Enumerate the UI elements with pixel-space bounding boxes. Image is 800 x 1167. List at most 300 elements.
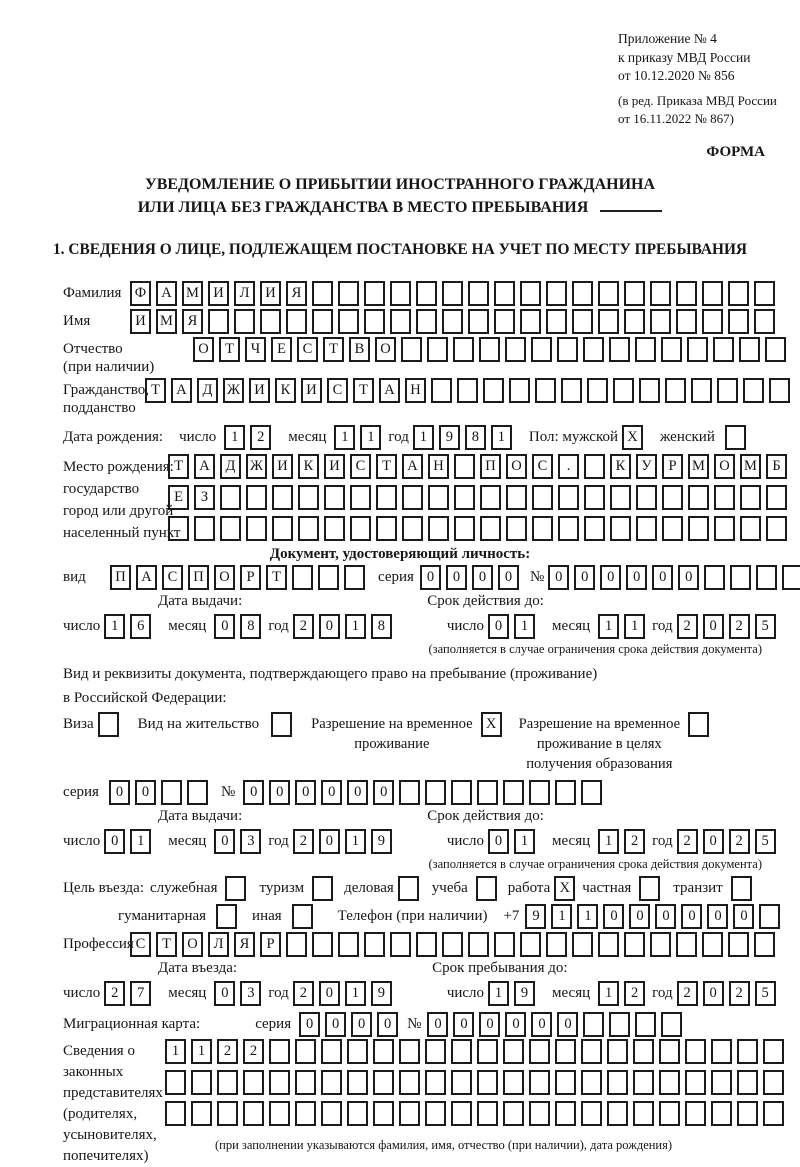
form-cell[interactable] [624,309,645,334]
form-cell[interactable] [509,378,530,403]
form-cell[interactable] [613,378,634,403]
form-cell[interactable]: 0 [498,565,519,590]
form-cell[interactable] [312,281,333,306]
form-cell[interactable]: 9 [439,425,460,450]
form-cell[interactable] [451,1039,472,1064]
form-cell[interactable] [298,516,319,541]
form-cell[interactable]: 0 [574,565,595,590]
form-cell[interactable]: 0 [319,829,340,854]
form-cell[interactable]: Д [197,378,218,403]
form-cell[interactable] [661,337,682,362]
form-cell[interactable]: 2 [677,614,698,639]
form-cell[interactable]: 1 [624,614,645,639]
form-cell[interactable]: У [636,454,657,479]
form-cell[interactable] [756,565,777,590]
form-cell[interactable] [246,485,267,510]
form-cell[interactable]: 2 [729,614,750,639]
form-cell[interactable]: 1 [551,904,572,929]
form-cell[interactable]: 7 [130,981,151,1006]
form-cell[interactable] [347,1101,368,1126]
form-cell[interactable] [454,454,475,479]
form-cell[interactable] [506,485,527,510]
form-cell[interactable] [272,516,293,541]
form-cell[interactable]: З [194,485,215,510]
form-cell[interactable] [532,485,553,510]
form-cell[interactable] [442,932,463,957]
form-cell[interactable] [587,378,608,403]
form-cell[interactable]: 8 [371,614,392,639]
form-cell[interactable]: 1 [360,425,381,450]
form-cell[interactable] [399,1070,420,1095]
form-cell[interactable] [609,1012,630,1037]
form-cell[interactable] [702,281,723,306]
form-cell[interactable] [702,309,723,334]
form-cell[interactable]: Ч [245,337,266,362]
form-cell[interactable]: Д [220,454,241,479]
form-cell[interactable] [390,932,411,957]
form-cell[interactable] [168,516,189,541]
form-cell[interactable]: X [622,425,643,450]
form-cell[interactable] [480,516,501,541]
form-cell[interactable]: Ж [223,378,244,403]
form-cell[interactable] [428,485,449,510]
form-cell[interactable]: Ж [246,454,267,479]
form-cell[interactable] [347,1070,368,1095]
form-cell[interactable]: 0 [214,981,235,1006]
form-cell[interactable] [704,565,725,590]
form-cell[interactable]: 2 [293,614,314,639]
form-cell[interactable] [187,780,208,805]
form-cell[interactable] [451,1070,472,1095]
form-cell[interactable] [609,337,630,362]
form-cell[interactable] [685,1070,706,1095]
form-cell[interactable] [557,337,578,362]
form-cell[interactable] [662,516,683,541]
form-cell[interactable] [344,565,365,590]
form-cell[interactable]: С [297,337,318,362]
form-cell[interactable] [272,485,293,510]
form-cell[interactable] [714,485,735,510]
form-cell[interactable]: 0 [319,614,340,639]
form-cell[interactable] [286,309,307,334]
form-cell[interactable] [338,281,359,306]
form-cell[interactable]: О [182,932,203,957]
form-cell[interactable]: С [532,454,553,479]
form-cell[interactable]: Н [428,454,449,479]
form-cell[interactable] [532,516,553,541]
form-cell[interactable]: 0 [214,829,235,854]
form-cell[interactable] [425,1039,446,1064]
form-cell[interactable] [350,516,371,541]
form-cell[interactable] [662,485,683,510]
form-cell[interactable]: 1 [104,614,125,639]
form-cell[interactable] [737,1039,758,1064]
form-cell[interactable]: 0 [420,565,441,590]
form-cell[interactable] [260,309,281,334]
form-cell[interactable] [650,309,671,334]
form-cell[interactable]: И [249,378,270,403]
form-cell[interactable] [243,1070,264,1095]
form-cell[interactable]: С [162,565,183,590]
form-cell[interactable]: 0 [295,780,316,805]
form-cell[interactable]: Т [168,454,189,479]
form-cell[interactable] [468,309,489,334]
form-cell[interactable]: 0 [319,981,340,1006]
form-cell[interactable]: 0 [453,1012,474,1037]
form-cell[interactable] [324,485,345,510]
form-cell[interactable] [295,1039,316,1064]
form-cell[interactable]: О [214,565,235,590]
form-cell[interactable] [246,516,267,541]
form-cell[interactable] [650,281,671,306]
form-cell[interactable]: 2 [624,829,645,854]
form-cell[interactable] [520,281,541,306]
form-cell[interactable]: 0 [733,904,754,929]
form-cell[interactable] [390,309,411,334]
form-cell[interactable] [584,516,605,541]
form-cell[interactable]: 0 [703,614,724,639]
form-cell[interactable]: Я [182,309,203,334]
form-cell[interactable] [477,780,498,805]
form-cell[interactable] [425,780,446,805]
form-cell[interactable]: 0 [629,904,650,929]
form-cell[interactable]: 0 [299,1012,320,1037]
form-cell[interactable] [531,337,552,362]
form-cell[interactable] [598,309,619,334]
form-cell[interactable] [711,1039,732,1064]
form-cell[interactable]: 1 [224,425,245,450]
form-cell[interactable]: Р [260,932,281,957]
form-cell[interactable]: Т [156,932,177,957]
form-cell[interactable] [717,378,738,403]
form-cell[interactable] [558,516,579,541]
form-cell[interactable] [312,876,333,901]
form-cell[interactable]: С [130,932,151,957]
form-cell[interactable]: 1 [598,981,619,1006]
form-cell[interactable] [624,281,645,306]
form-cell[interactable] [390,281,411,306]
form-cell[interactable]: 1 [514,829,535,854]
form-cell[interactable]: 2 [250,425,271,450]
form-cell[interactable] [165,1070,186,1095]
form-cell[interactable] [546,281,567,306]
form-cell[interactable]: К [610,454,631,479]
form-cell[interactable] [765,337,786,362]
form-cell[interactable] [728,932,749,957]
form-cell[interactable] [399,1039,420,1064]
form-cell[interactable] [217,1070,238,1095]
form-cell[interactable]: X [554,876,575,901]
form-cell[interactable] [529,1101,550,1126]
form-cell[interactable] [376,516,397,541]
form-cell[interactable] [269,1070,290,1095]
form-cell[interactable] [457,378,478,403]
form-cell[interactable] [225,876,246,901]
form-cell[interactable] [494,281,515,306]
form-cell[interactable] [725,425,746,450]
form-cell[interactable]: 0 [600,565,621,590]
form-cell[interactable] [220,485,241,510]
form-cell[interactable] [572,932,593,957]
form-cell[interactable] [635,1012,656,1037]
form-cell[interactable] [572,309,593,334]
form-cell[interactable] [687,337,708,362]
form-cell[interactable]: 0 [505,1012,526,1037]
form-cell[interactable] [555,1070,576,1095]
form-cell[interactable] [529,1070,550,1095]
form-cell[interactable]: 0 [243,780,264,805]
form-cell[interactable]: 0 [531,1012,552,1037]
form-cell[interactable] [451,780,472,805]
form-cell[interactable]: 0 [655,904,676,929]
form-cell[interactable]: 1 [413,425,434,450]
form-cell[interactable] [480,485,501,510]
form-cell[interactable]: 6 [130,614,151,639]
form-cell[interactable] [688,516,709,541]
form-cell[interactable] [740,516,761,541]
form-cell[interactable] [740,485,761,510]
form-cell[interactable]: И [301,378,322,403]
form-cell[interactable]: 0 [377,1012,398,1037]
form-cell[interactable] [584,454,605,479]
form-cell[interactable]: Н [405,378,426,403]
form-cell[interactable] [165,1101,186,1126]
form-cell[interactable] [402,516,423,541]
form-cell[interactable]: 2 [677,829,698,854]
form-cell[interactable] [373,1070,394,1095]
form-cell[interactable] [766,516,787,541]
form-cell[interactable] [399,780,420,805]
form-cell[interactable] [416,281,437,306]
form-cell[interactable] [583,337,604,362]
form-cell[interactable]: 0 [652,565,673,590]
form-cell[interactable]: 3 [240,829,261,854]
form-cell[interactable] [737,1101,758,1126]
form-cell[interactable]: Т [376,454,397,479]
form-cell[interactable]: И [130,309,151,334]
form-cell[interactable]: 3 [240,981,261,1006]
form-cell[interactable] [477,1070,498,1095]
form-cell[interactable] [584,485,605,510]
form-cell[interactable] [636,485,657,510]
form-cell[interactable] [416,932,437,957]
form-cell[interactable]: 2 [293,981,314,1006]
form-cell[interactable]: К [275,378,296,403]
form-cell[interactable] [555,780,576,805]
form-cell[interactable] [454,516,475,541]
form-cell[interactable] [479,337,500,362]
form-cell[interactable] [503,1070,524,1095]
form-cell[interactable]: 0 [678,565,699,590]
form-cell[interactable]: 0 [557,1012,578,1037]
form-cell[interactable] [763,1101,784,1126]
form-cell[interactable] [477,1101,498,1126]
form-cell[interactable] [581,780,602,805]
form-cell[interactable] [624,932,645,957]
form-cell[interactable]: 1 [598,829,619,854]
form-cell[interactable]: 1 [491,425,512,450]
form-cell[interactable]: А [171,378,192,403]
form-cell[interactable]: К [298,454,319,479]
form-cell[interactable]: 1 [345,829,366,854]
form-cell[interactable] [269,1039,290,1064]
form-cell[interactable]: В [349,337,370,362]
form-cell[interactable]: 9 [371,829,392,854]
form-cell[interactable]: 2 [104,981,125,1006]
form-cell[interactable] [581,1039,602,1064]
form-cell[interactable] [295,1070,316,1095]
form-cell[interactable]: 9 [525,904,546,929]
form-cell[interactable] [607,1039,628,1064]
form-cell[interactable]: 2 [729,829,750,854]
form-cell[interactable] [453,337,474,362]
form-cell[interactable] [428,516,449,541]
form-cell[interactable]: А [194,454,215,479]
form-cell[interactable] [350,485,371,510]
form-cell[interactable]: 1 [130,829,151,854]
form-cell[interactable]: 2 [243,1039,264,1064]
form-cell[interactable] [676,309,697,334]
form-cell[interactable]: А [379,378,400,403]
form-cell[interactable] [635,337,656,362]
form-cell[interactable]: 0 [373,780,394,805]
form-cell[interactable] [321,1101,342,1126]
form-cell[interactable]: Р [662,454,683,479]
form-cell[interactable]: Т [353,378,374,403]
form-cell[interactable]: 0 [109,780,130,805]
form-cell[interactable] [425,1070,446,1095]
form-cell[interactable] [676,932,697,957]
form-cell[interactable] [691,378,712,403]
form-cell[interactable] [766,485,787,510]
form-cell[interactable] [754,281,775,306]
form-cell[interactable]: 2 [293,829,314,854]
form-cell[interactable] [633,1101,654,1126]
form-cell[interactable] [286,932,307,957]
form-cell[interactable] [398,876,419,901]
form-cell[interactable]: П [480,454,501,479]
form-cell[interactable]: М [182,281,203,306]
form-cell[interactable] [581,1070,602,1095]
form-cell[interactable]: 0 [479,1012,500,1037]
form-cell[interactable] [730,565,751,590]
form-cell[interactable]: 0 [603,904,624,929]
form-cell[interactable] [636,516,657,541]
form-cell[interactable] [425,1101,446,1126]
form-cell[interactable] [714,516,735,541]
form-cell[interactable] [713,337,734,362]
form-cell[interactable] [633,1039,654,1064]
form-cell[interactable]: 1 [345,981,366,1006]
form-cell[interactable] [416,309,437,334]
form-cell[interactable] [402,485,423,510]
form-cell[interactable] [312,309,333,334]
form-cell[interactable] [376,485,397,510]
form-cell[interactable] [503,780,524,805]
form-cell[interactable]: Р [240,565,261,590]
form-cell[interactable]: О [506,454,527,479]
form-cell[interactable]: 8 [240,614,261,639]
form-cell[interactable] [581,1101,602,1126]
form-cell[interactable] [321,1070,342,1095]
form-cell[interactable]: 0 [135,780,156,805]
form-cell[interactable]: 2 [677,981,698,1006]
form-cell[interactable] [98,712,119,737]
form-cell[interactable]: 0 [214,614,235,639]
form-cell[interactable]: П [110,565,131,590]
form-cell[interactable]: 1 [598,614,619,639]
form-cell[interactable] [535,378,556,403]
form-cell[interactable] [555,1101,576,1126]
form-cell[interactable]: . [558,454,579,479]
form-cell[interactable]: 0 [351,1012,372,1037]
form-cell[interactable]: 0 [548,565,569,590]
form-cell[interactable]: Я [286,281,307,306]
form-cell[interactable] [702,932,723,957]
form-cell[interactable] [633,1070,654,1095]
form-cell[interactable]: 0 [446,565,467,590]
form-cell[interactable] [561,378,582,403]
form-cell[interactable] [216,904,237,929]
form-cell[interactable]: 0 [707,904,728,929]
form-cell[interactable] [494,932,515,957]
form-cell[interactable] [191,1070,212,1095]
form-cell[interactable] [451,1101,472,1126]
form-cell[interactable] [659,1070,680,1095]
form-cell[interactable] [520,932,541,957]
form-cell[interactable] [364,932,385,957]
form-cell[interactable]: 9 [514,981,535,1006]
form-cell[interactable] [324,516,345,541]
form-cell[interactable] [427,337,448,362]
form-cell[interactable]: 1 [345,614,366,639]
form-cell[interactable]: С [350,454,371,479]
form-cell[interactable] [194,516,215,541]
form-cell[interactable]: 5 [755,981,776,1006]
form-cell[interactable] [483,378,504,403]
form-cell[interactable] [731,876,752,901]
form-cell[interactable] [318,565,339,590]
form-cell[interactable] [769,378,790,403]
form-cell[interactable]: 0 [427,1012,448,1037]
form-cell[interactable] [503,1039,524,1064]
form-cell[interactable] [728,281,749,306]
form-cell[interactable] [338,932,359,957]
form-cell[interactable]: И [272,454,293,479]
form-cell[interactable] [659,1101,680,1126]
form-cell[interactable]: 0 [269,780,290,805]
form-cell[interactable] [506,516,527,541]
form-cell[interactable] [321,1039,342,1064]
form-cell[interactable] [364,309,385,334]
form-cell[interactable] [292,904,313,929]
form-cell[interactable]: Е [271,337,292,362]
form-cell[interactable] [295,1101,316,1126]
form-cell[interactable] [610,485,631,510]
form-cell[interactable] [665,378,686,403]
form-cell[interactable]: М [156,309,177,334]
form-cell[interactable]: 5 [755,829,776,854]
form-cell[interactable] [583,1012,604,1037]
form-cell[interactable] [546,309,567,334]
form-cell[interactable]: 2 [729,981,750,1006]
form-cell[interactable] [685,1039,706,1064]
form-cell[interactable]: 2 [624,981,645,1006]
form-cell[interactable] [442,309,463,334]
form-cell[interactable] [650,932,671,957]
form-cell[interactable] [737,1070,758,1095]
form-cell[interactable]: 0 [703,829,724,854]
